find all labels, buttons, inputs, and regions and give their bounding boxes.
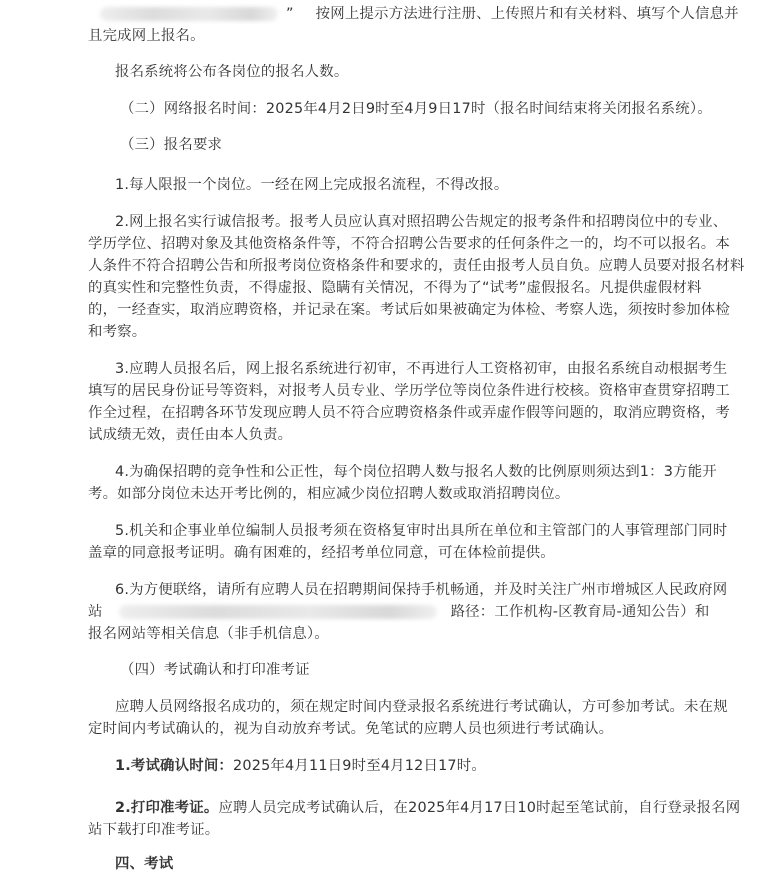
- paragraph-signup-count: 报名系统将公布各岗位的报名人数。: [115, 64, 349, 80]
- redacted-url: [119, 605, 437, 619]
- requirement-item-6-line: 报名网站等相关信息（非手机信息）。: [88, 626, 329, 642]
- requirement-item-5-line: 5.机关和企事业单位编制人员报考须在资格复审时出具所在单位和主管部门的人事管理部门同时: [115, 523, 728, 539]
- print-admission-line-2: 站下载打印准考证。: [88, 822, 220, 838]
- requirement-item-3-line: 填写的居民身份证号等资料，对报考人员专业、学历学位等岗位条件进行校核。资格审查贯穿招聘工: [88, 383, 730, 399]
- section-heading-exam: 四、考试: [115, 856, 174, 872]
- section-heading-registration-time: （二）网络报名时间：2025年4月2日9时至4月9日17时（报名时间结束将关闭报名系统）。: [120, 101, 712, 117]
- requirement-item-2-line: 学历学位、招聘对象及其他资格条件等，不符合招聘公告要求的任何条件之一的，均不可以报名。本: [88, 236, 730, 252]
- item-6-site-prefix: 站: [88, 604, 103, 620]
- requirement-item-3-line: 3.应聘人员报名后，网上报名系统进行初审，不再进行人工资格初审，由报名系统自动根据考生: [115, 361, 728, 377]
- section-heading-exam-confirmation: （四）考试确认和打印准考证: [120, 662, 310, 678]
- print-admission-label: 2.打印准考证。: [115, 800, 219, 816]
- item-6-path: 路径：工作机构-区教育局-通知公告）和: [450, 604, 710, 620]
- requirement-item-3-line: 试成绩无效，责任由本人负责。: [88, 427, 293, 443]
- intro-line-1: [100, 3, 739, 25]
- confirmation-time-label: 1.考试确认时间：: [115, 758, 234, 774]
- confirmation-time-text: 2025年4月11日9时至4月12日17时。: [233, 758, 486, 774]
- requirement-item-1: 1.每人限报一个岗位。一经在网上完成报名流程，不得改报。: [115, 177, 509, 193]
- requirement-item-2-line: 的真实性和完整性负责，不得虚报、隐瞒有关情况，不得为了“试考”虚假报名。凡提供虚假材料: [88, 280, 702, 296]
- intro-line-2: 且完成网上报名。: [88, 28, 205, 44]
- requirement-item-2-line: 和考察。: [88, 324, 147, 340]
- section-heading-requirements: （三）报名要求: [120, 137, 223, 153]
- confirmation-time: [115, 755, 486, 777]
- print-admission-ticket: [115, 797, 740, 819]
- requirement-item-3-line: 作全过程，在招聘各环节发现应聘人员不符合应聘资格条件或弄虚作假等问题的，取消应聘资格，考: [88, 405, 730, 421]
- requirement-item-2-line: 的，一经查实，取消应聘资格，并记录在案。考试后如果被确定为体检、考察人选，须按时参加体检: [88, 302, 730, 318]
- requirement-item-6-line: 6.为方便联络，请所有应聘人员在招聘期间保持手机畅通，并及时关注广州市增城区人民政府网: [115, 582, 728, 598]
- confirmation-paragraph-line: 应聘人员网络报名成功的，须在规定时间内登录报名系统进行考试确认，方可参加考试。未在规: [115, 699, 728, 715]
- requirement-item-2-line: 2.网上报名实行诚信报考。报考人员应认真对照招聘公告规定的报考条件和招聘岗位中的专业、: [115, 214, 728, 230]
- print-admission-text: 应聘人员完成考试确认后，在2025年4月17日10时起至笔试前，自行登录报名网: [218, 800, 741, 816]
- requirement-item-4-line: 4.为确保招聘的竞争性和公正性，每个岗位招聘人数与报名人数的比例原则须达到1：3方能开: [115, 464, 717, 480]
- intro-quote: ”: [286, 6, 294, 22]
- requirement-item-6-line: [88, 601, 709, 623]
- redacted-text: [100, 7, 278, 21]
- requirement-item-2-line: 人条件不符合招聘公告和所报考岗位资格条件和要求的，责任由报考人员自负。应聘人员要对报名材料: [88, 258, 745, 274]
- confirmation-paragraph-line: 定时间内考试确认的，视为自动放弃考试。免笔试的应聘人员也须进行考试确认。: [88, 721, 614, 737]
- requirement-item-5-line: 盖章的同意报考证明。确有困难的，经招考单位同意，可在体检前提供。: [88, 545, 555, 561]
- intro-text: 按网上提示方法进行注册、上传照片和有关材料、填写个人信息并: [315, 6, 739, 22]
- requirement-item-4-line: 考。如部分岗位未达开考比例的，相应减少岗位招聘人数或取消招聘岗位。: [88, 486, 570, 502]
